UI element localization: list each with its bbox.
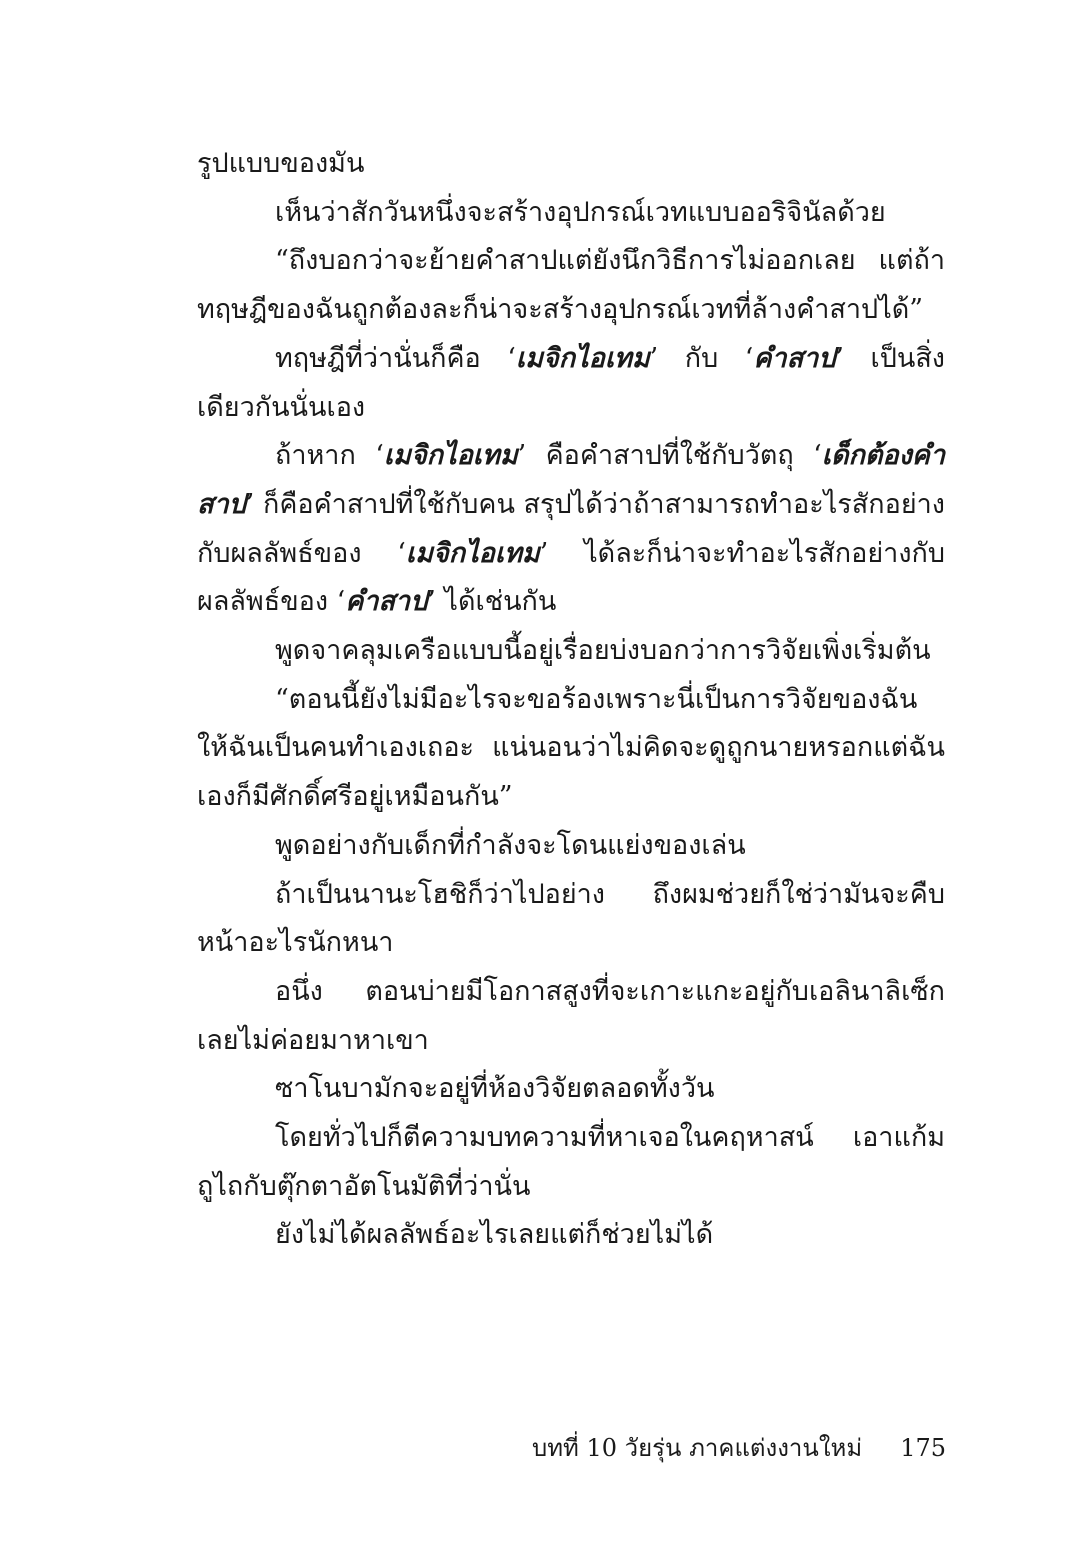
body-text: [197, 140, 945, 1260]
paragraph-1: รูปแบบของมัน: [197, 148, 365, 179]
page-footer: [532, 1428, 946, 1467]
paragraph-4: [197, 335, 945, 432]
paragraph-10: อนึ่ง ตอนบ่ายมีโอกาสสูงที่จะเกาะแกะอยู่กับเอลินาลิเซ็กเลยไม่ค่อยมาหาเขา: [197, 975, 945, 1056]
paragraph-8: พูดอย่างกับเด็กที่กำลังจะโดนแย่งของเล่น: [275, 829, 746, 861]
term-curse: คำสาป: [753, 342, 836, 374]
term-cursed-child: เด็กต้องคำสาป: [197, 440, 946, 520]
paragraph-9: ถ้าเป็นนานะโฮชิก็ว่าไปอย่าง ถึงผมช่วยก็ใช่ว่ามันจะคืบหน้าอะไรนักหนา: [197, 878, 945, 959]
paragraph-6: พูดจาคลุมเครือแบบนี้อยู่เรื่อยบ่งบอกว่าการวิจัยเพิ่งเริ่มต้น: [275, 635, 931, 667]
paragraph-5-text-e: ’ ก็คือคำสาปที่ใช้กับคน สรุปได้ว่าถ้าสามารถทำอะไรสักอย่างกับผลลัพธ์ของ ‘: [197, 488, 945, 569]
paragraph-5-text-c: ’ คือคำสาปที่ใช้กับวัตถุ ‘: [517, 440, 822, 472]
paragraph-3: “ถึงบอกว่าจะย้ายคำสาปแต่ยังนึกวิธีการไม่ออกเลย แต่ถ้าทฤษฎีของฉันถูกต้องละก็น่าจะสร้างอุปกรณ์เวทที่ล้างคำสาปได้”: [197, 245, 945, 326]
paragraph-4-text-e: ’ เป็นสิ่งเดียวกันนั่นเอง: [197, 342, 945, 423]
paragraph-2: เห็นว่าสักวันหนึ่งจะสร้างอุปกรณ์เวทแบบออริจินัลด้วย: [275, 196, 886, 228]
term-curse: คำสาป: [345, 586, 428, 618]
paragraph-5-text-g: ’ ได้ละก็น่าจะทำอะไรสักอย่างกับผลลัพธ์ของ ‘: [197, 537, 945, 618]
chapter-title: บทที่ 10 วัยรุ่น ภาคแต่งงานใหม่: [531, 1434, 863, 1462]
paragraph-5-text-i: ’ ได้เช่นกัน: [427, 586, 557, 618]
term-magic-item: เมจิกไอเทม: [383, 440, 518, 472]
paragraph-13: ยังไม่ได้ผลลัพธ์อะไรเลยแต่ก็ช่วยไม่ได้: [275, 1219, 714, 1251]
term-magic-item: เมจิกไอเทม: [405, 537, 540, 569]
paragraph-4-text-c: ’ กับ ‘: [649, 342, 754, 374]
term-magic-item: เมจิกไอเทม: [515, 342, 650, 374]
paragraph-5: [197, 432, 945, 627]
page-number: 175: [900, 1434, 946, 1462]
paragraph-11: ซาโนบามักจะอยู่ที่ห้องวิจัยตลอดทั้งวัน: [275, 1073, 715, 1105]
paragraph-4-text-a: ทฤษฎีที่ว่านั่นก็คือ ‘: [275, 342, 516, 374]
paragraph-12: โดยทั่วไปก็ตีความบทความที่หาเจอในคฤหาสน์ เอาแก้มถูไถกับตุ๊กตาอัตโนมัติที่ว่านั่น: [197, 1122, 945, 1202]
paragraph-7: “ตอนนี้ยังไม่มีอะไรจะขอร้องเพราะนี่เป็นการวิจัยของฉัน ให้ฉันเป็นคนทำเองเถอะ แน่นอนว่าไม่คิดจะดูถูกนายหรอกแต่ฉันเองก็มีศักดิ์ศรีอยู่เหมือนกัน”: [197, 683, 945, 813]
paragraph-5-text-a: ถ้าหาก ‘: [275, 440, 384, 472]
